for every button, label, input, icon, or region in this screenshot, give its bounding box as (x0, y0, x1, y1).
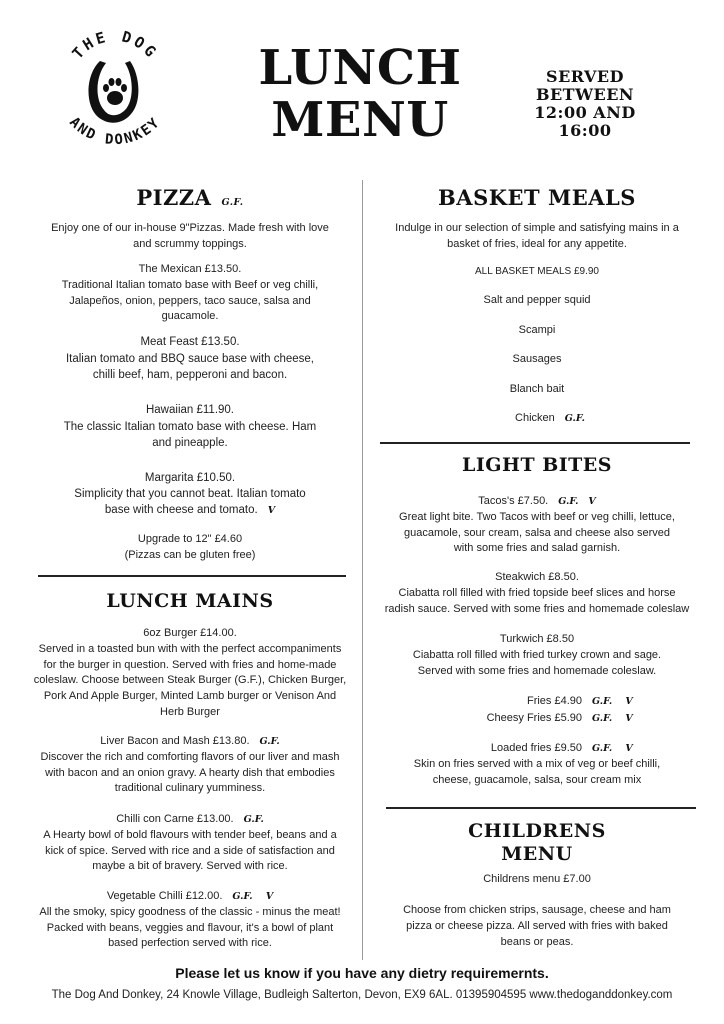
divider (386, 807, 696, 809)
light-item-turkwich: Turkwich £8.50 Ciabatta roll filled with fried turkey crown and sage. Served with some fries and homemade coleslaw. (412, 633, 662, 677)
pizza-item-meat-feast: Meat Feast £13.50. Italian tomato and BBQ sauce base with cheese, chilli beef, ham, pepperoni and bacon. (65, 336, 315, 381)
footer-address: The Dog And Donkey, 24 Knowle Village, Budleigh Salterton, Devon, EX9 6AL. 01395904595 www.thedoganddonkey.com (51, 989, 673, 1001)
childrens-price: Childrens menu £7.00 (483, 873, 591, 885)
basket-item: Blanch bait (509, 383, 565, 395)
basket-intro: Indulge in our selection of simple and satisfying mains in a basket of fries, ideal for any appetite. (395, 222, 679, 250)
served-line-2: BETWEEN (535, 85, 635, 104)
light-item-loaded-fries: Loaded fries £9.50 G.F. V Skin on fries served with a mix of veg or beef chilli, cheese, guacamole, salsa, sour cream mix (413, 742, 661, 786)
basket-item: Salt and pepper squid (483, 294, 591, 306)
menu-title (235, 42, 485, 146)
light-item-cheesy-fries: Cheesy Fries £5.90 G.F. V (486, 712, 633, 724)
basket-price: ALL BASKET MEALS £9.90 (475, 266, 599, 277)
serving-times (505, 68, 665, 140)
pizza-item-hawaiian: Hawaiian £11.90. The classic Italian tomato base with cheese. Ham and pineapple. (63, 404, 317, 449)
pizza-item-mexican: The Mexican £13.50. Traditional Italian tomato base with Beef or veg chilli, Jalapeños, onion, peppers, taco sauce, salsa and guacamole. (61, 263, 319, 323)
light-item-steakwich: Steakwich £8.50. Ciabatta roll filled with fried topside beef slices and horse radish sauce. Served with some fries and homemade coleslaw (384, 571, 690, 615)
basket-item: Chicken G.F. (515, 412, 585, 424)
logo (50, 14, 180, 154)
light-item-tacos: Tacos's £7.50. G.F. V Great light bite. Two Tacos with beef or veg chilli, lettuce, guacamole, sour cream, salsa and cheese also served with some fries and salad garnish. (399, 495, 675, 555)
childrens-heading: CHILDRENS MENU (468, 820, 606, 865)
horseshoe-paw-logo-icon (50, 14, 180, 154)
svg-text:AND DONKEY: AND DONKEY (66, 114, 164, 149)
mains-item-liver: Liver Bacon and Mash £13.80. G.F. Discover the rich and comforting flavors of our liver and mash with bacon and an onion gravy. A hearty dish that embodies traditional culinary yumminess. (40, 735, 340, 795)
basket-heading: BASKET MEALS (438, 185, 636, 210)
mains-item-burger: 6oz Burger £14.00. Served in a toasted bun with with the perfect accompaniments for the burger in question. Served with fries and home-made coleslaw. Choose between Steak Burger (G.F.), Chicken Burger, Pork And Apple Burger, Minted Lamb burger or Venison And Herb Burger (33, 627, 347, 718)
pizza-item-margarita: Margarita £10.50. Simplicity that you cannot beat. Italian tomato base with cheese and tomato. V (74, 472, 306, 516)
divider (38, 575, 346, 577)
mains-heading: LUNCH MAINS (106, 590, 274, 612)
divider (380, 442, 690, 444)
served-line-3: 12:00 AND 16:00 (534, 103, 636, 140)
svg-text:THE DOG: THE DOG (68, 26, 162, 63)
light-item-fries: Fries £4.90 G.F. V (526, 695, 633, 707)
gluten-free-tag: G.F. (221, 197, 244, 208)
pizza-intro: Enjoy one of our in-house 9"Pizzas. Made fresh with love and scrummy toppings. (51, 222, 329, 250)
mains-item-chilli: Chilli con Carne £13.00. G.F. A Hearty bowl of bold flavours with tender beef, beans and a kick of spice. Served with rice and a side of satisfaction and maybe a bit of bravery. Served with rice. (43, 813, 337, 873)
column-divider (362, 180, 363, 960)
title-line-2: MENU (271, 92, 449, 148)
served-line-1: SERVED (546, 67, 624, 86)
pizza-upgrade: Upgrade to 12" £4.60 (Pizzas can be gluten free) (124, 533, 256, 561)
title-line-1: LUNCH (258, 40, 462, 96)
horseshoe-icon (88, 61, 138, 123)
basket-item: Sausages (512, 353, 562, 365)
basket-item: Scampi (518, 324, 556, 336)
pizza-heading: PIZZA G.F. (136, 185, 244, 210)
childrens-desc: Choose from chicken strips, sausage, cheese and ham pizza or cheese pizza. All served with fries with baked beans or peas. (403, 904, 671, 948)
dietary-notice: Please let us know if you have any dietry requiremernts. (175, 965, 549, 981)
light-bites-heading: LIGHT BITES (462, 454, 612, 476)
mains-item-veg-chilli: Vegetable Chilli £12.00. G.F. V All the smoky, spicy goodness of the classic - minus the meat! Packed with beans, veggies and flavour, it's a bowl of plant based perfection served with rice. (39, 890, 341, 950)
vegetarian-tag: V (267, 505, 276, 516)
